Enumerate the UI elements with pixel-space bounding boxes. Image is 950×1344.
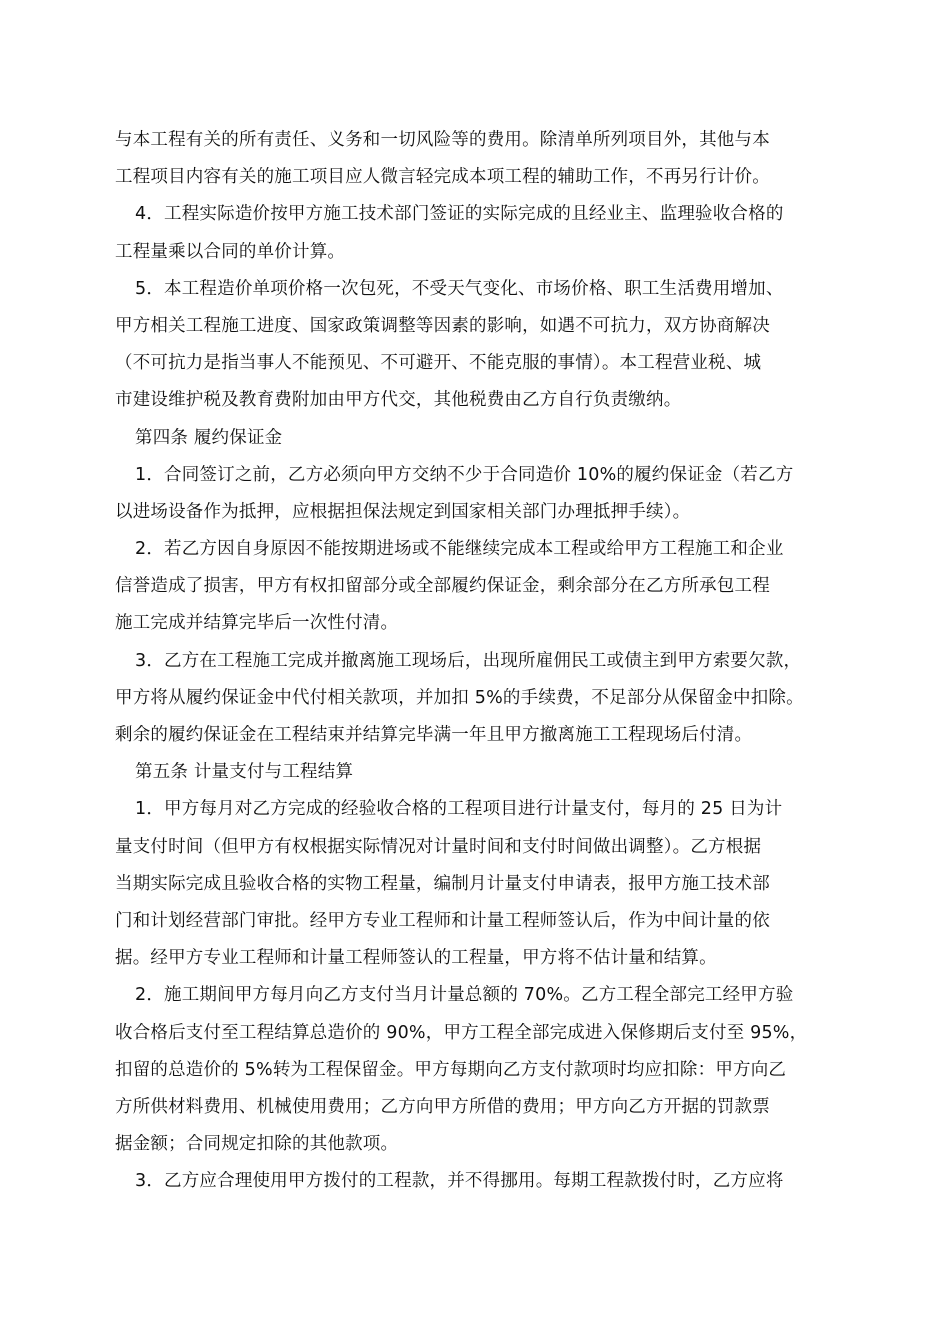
paragraph-clause5-3	[115, 1163, 850, 1200]
text-line: 第四条 履约保证金	[135, 427, 283, 448]
text-line: 1．甲方每月对乙方完成的经验收合格的工程项目进行计量支付，每月的 25 日为计	[135, 799, 783, 820]
text-line: 收合格后支付至工程结算总造价的 90%，甲方工程全部完成进入保修期后支付至 95%，	[115, 1022, 808, 1043]
paragraph-continuation	[115, 122, 850, 196]
paragraph-clause3-5	[115, 271, 850, 420]
text-line: 2．若乙方因自身原因不能按期进场或不能继续完成本工程或给甲方工程施工和企业	[135, 539, 784, 560]
text-line: （不可抗力是指当事人不能预见、不可避开、不能克服的事情）。本工程营业税、城	[115, 353, 762, 374]
text-line: 剩余的履约保证金在工程结束并结算完毕满一年且甲方撤离施工工程现场后付清。	[115, 725, 753, 745]
paragraph-clause4-3	[115, 643, 850, 755]
text-line: 量支付时间（但甲方有权根据实际情况对计量时间和支付时间做出调整）。乙方根据	[115, 836, 762, 857]
paragraph-clause4-1	[115, 457, 850, 531]
text-line: 2．施工期间甲方每月向乙方支付当月计量总额的 70%。乙方工程全部完工经甲方验	[135, 985, 794, 1006]
text-line: 第五条 计量支付与工程结算	[135, 762, 354, 783]
text-line: 甲方相关工程施工进度、国家政策调整等因素的影响，如遇不可抗力，双方协商解决	[115, 315, 770, 336]
text-line: 施工完成并结算完毕后一次性付清。	[115, 613, 399, 634]
document-body	[115, 122, 850, 1200]
text-line: 3．乙方在工程施工完成并撤离施工现场后，出现所雇佣民工或债主到甲方索要欠款，	[135, 650, 802, 671]
text-line: 扣留的总造价的 5%转为工程保留金。甲方每期向乙方支付款项时均应扣除：甲方向乙	[115, 1059, 787, 1080]
text-line: 以进场设备作为抵押，应根据担保法规定到国家相关部门办理抵押手续）。	[115, 501, 691, 522]
text-line: 甲方将从履约保证金中代付相关款项，并加扣 5%的手续费，不足部分从保留金中扣除。	[115, 687, 804, 708]
text-line: 市建设维护税及教育费附加由甲方代交，其他税费由乙方自行负责缴纳。	[115, 390, 682, 411]
text-line: 信誉造成了损害，甲方有权扣留部分或全部履约保证金，剩余部分在乙方所承包工程	[115, 576, 770, 597]
text-line: 5．本工程造价单项价格一次包死，不受天气变化、市场价格、职工生活费用增加、	[135, 278, 784, 299]
paragraph-clause5-1	[115, 791, 850, 977]
paragraph-article5-heading	[115, 754, 850, 791]
paragraph-clause3-4	[115, 196, 850, 270]
paragraph-clause5-2	[115, 977, 850, 1163]
text-line: 工程项目内容有关的施工项目应人微言轻完成本项工程的辅助工作，不再另行计价。	[115, 167, 770, 188]
text-line: 工程量乘以合同的单价计算。	[115, 241, 346, 262]
text-line: 与本工程有关的所有责任、义务和一切风险等的费用。除清单所列项目外，其他与本	[115, 130, 770, 150]
text-line: 当期实际完成且验收合格的实物工程量，编制月计量支付申请表，报甲方施工技术部	[115, 873, 770, 894]
paragraph-article4-heading	[115, 420, 850, 457]
paragraph-clause4-2	[115, 531, 850, 643]
text-line: 据金额；合同规定扣除的其他款项。	[115, 1134, 399, 1155]
text-line: 3．乙方应合理使用甲方拨付的工程款，并不得挪用。每期工程款拨付时，乙方应将	[135, 1171, 784, 1192]
text-line: 门和计划经营部门审批。经甲方专业工程师和计量工程师签认后，作为中间计量的依	[115, 910, 770, 931]
text-line: 据。经甲方专业工程师和计量工程师签认的工程量，甲方将不估计量和结算。	[115, 948, 717, 969]
text-line: 1．合同签订之前，乙方必须向甲方交纳不少于合同造价 10%的履约保证金（若乙方	[135, 464, 794, 485]
text-line: 4．工程实际造价按甲方施工技术部门签证的实际完成的且经业主、监理验收合格的	[135, 204, 784, 225]
text-line: 方所供材料费用、机械使用费用；乙方向甲方所借的费用；甲方向乙方开据的罚款票	[115, 1096, 770, 1117]
